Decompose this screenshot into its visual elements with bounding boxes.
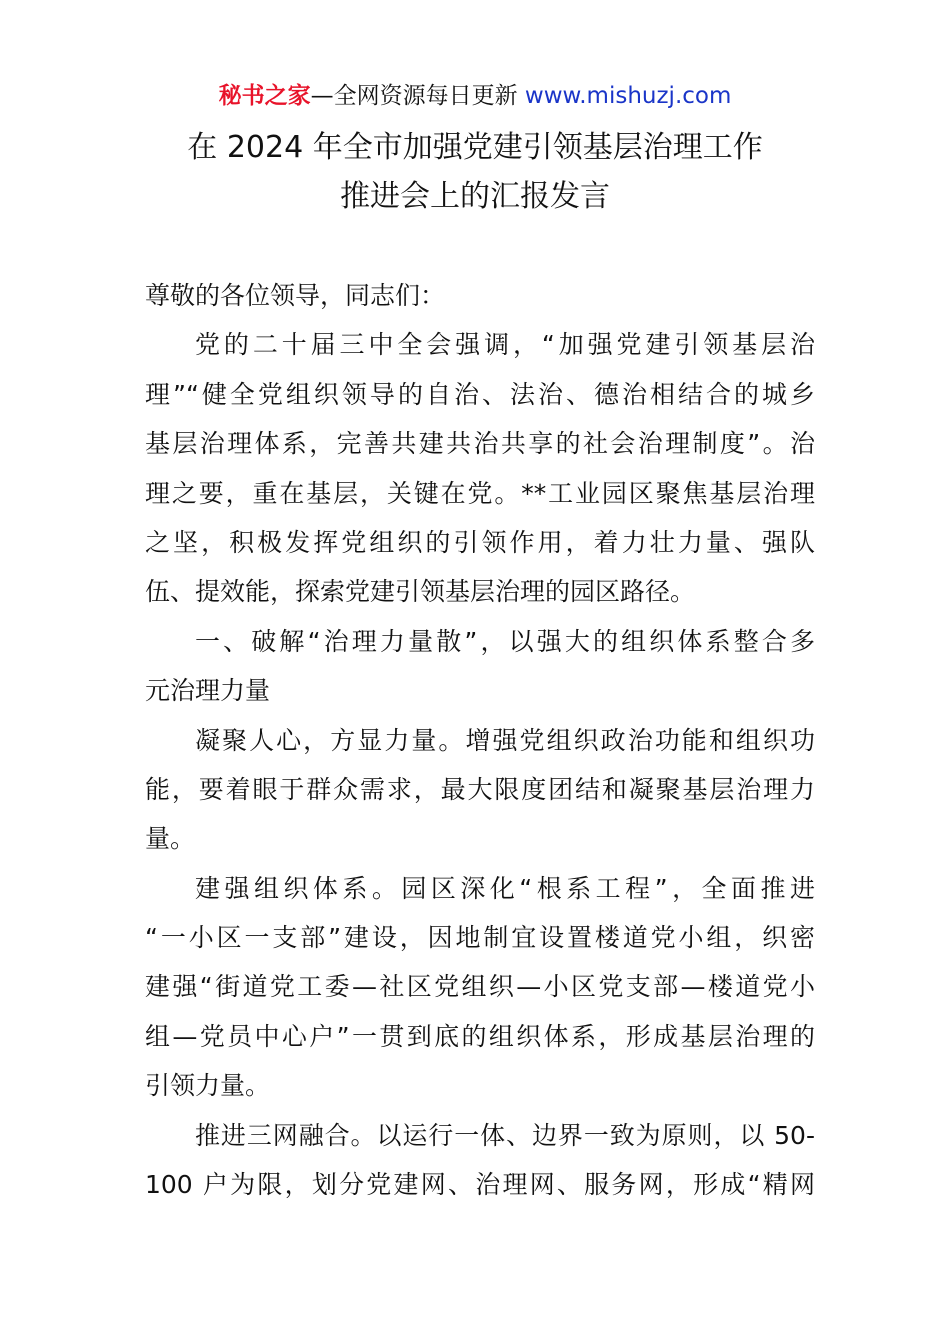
- section-heading-line: 一、破解“治理力量散”，以强大的组织体系整合多: [195, 626, 815, 656]
- paragraph-line: 伍、提效能，探索党建引领基层治理的园区路径。: [145, 577, 696, 607]
- paragraph-line: 能，要着眼于群众需求，最大限度团结和凝聚基层治理力: [145, 774, 815, 804]
- site-url-link[interactable]: www.mishuzj.com: [524, 83, 732, 109]
- paragraph-line: 基层治理体系，完善共建共治共享的社会治理制度”。治: [145, 429, 815, 459]
- document-title-line-2: 推进会上的汇报发言: [340, 179, 610, 214]
- brand-name: 秘书之家: [218, 83, 311, 109]
- paragraph-line: 推进三网融合。以运行一体、边界一致为原则，以 50-: [195, 1120, 815, 1150]
- paragraph-line: 凝聚人心，方显力量。增强党组织政治功能和组织功: [195, 725, 815, 755]
- paragraph-line: 量。: [145, 824, 196, 854]
- paragraph-line: 100 户为限，划分党建网、治理网、服务网，形成“精网: [145, 1170, 815, 1200]
- paragraph-line: 党的二十届三中全会强调，“加强党建引领基层治: [195, 330, 815, 360]
- paragraph-line: 建强组织体系。园区深化“根系工程”，全面推进: [195, 873, 815, 903]
- paragraph-line: 建强“街道党工委—社区党组织—小区党支部—楼道党小: [145, 972, 815, 1002]
- document-title-line-1: 在 2024 年全市加强党建引领基层治理工作: [187, 130, 763, 165]
- paragraph-line: “一小区一支部”建设，因地制宜设置楼道党小组，织密: [145, 923, 815, 953]
- paragraph-line: 引领力量。: [145, 1071, 271, 1101]
- header-tagline: —全网资源每日更新: [310, 83, 518, 109]
- site-header: [0, 80, 950, 112]
- paragraph-line: 组—党员中心户”一贯到底的组织体系，形成基层治理的: [145, 1021, 815, 1051]
- document-body: [145, 271, 815, 1209]
- section-heading-line: 元治理力量: [145, 676, 271, 706]
- paragraph-line: 理之要，重在基层，关键在党。**工业园区聚焦基层治理: [145, 478, 815, 508]
- salutation: 尊敬的各位领导，同志们：: [145, 281, 446, 310]
- paragraph-line: 理”“健全党组织领导的自治、法治、德治相结合的城乡: [145, 379, 815, 409]
- paragraph-line: 之坚，积极发挥党组织的引领作用，着力壮力量、强队: [145, 527, 815, 557]
